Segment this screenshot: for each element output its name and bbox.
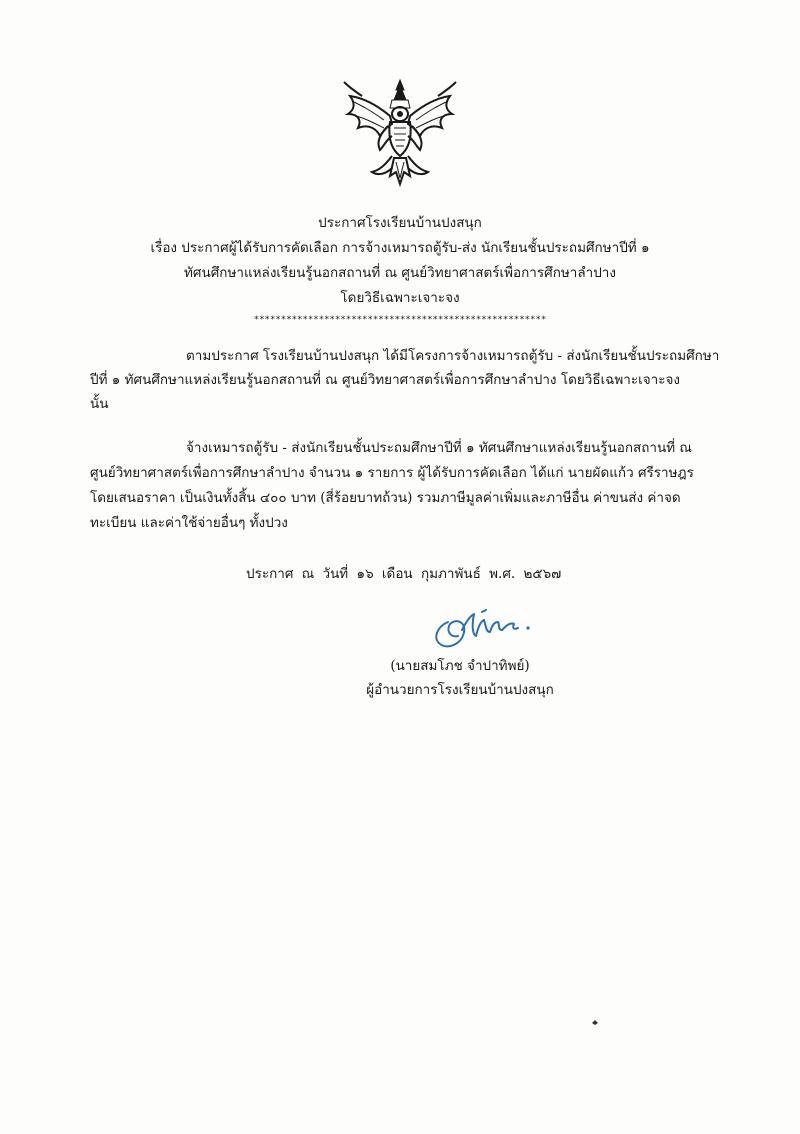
- announcement-title: ประกาศโรงเรียนบ้านปงสนุก: [318, 215, 482, 231]
- paragraph-1-line-1: ตามประกาศ โรงเรียนบ้านปงสนุก ได้มีโครงการจ้างเหมารถตู้รับ - ส่งนักเรียนชั้นประถมศึกษา: [186, 348, 720, 364]
- separator-line: ******************************************************: [253, 315, 547, 325]
- paragraph-2-line-2: ศูนย์วิทยาศาสตร์เพื่อการศึกษาลำปาง จำนวน ๑ รายการ ผู้ได้รับการคัดเลือก ได้แก่ นายผัดแก้ว ศรีราษฎร: [90, 465, 694, 481]
- paragraph-2-line-1: จ้างเหมารถตู้รับ - ส่งนักเรียนชั้นประถมศึกษาปีที่ ๑ ทัศนศึกษาแหล่งเรียนรู้นอกสถานที่ ณ: [186, 440, 692, 456]
- signatory-name: (นายสมโภช จำปาทิพย์): [390, 658, 530, 674]
- paragraph-2-line-4: ทะเบียน และค่าใช้จ่ายอื่นๆ ทั้งปวง: [90, 515, 288, 531]
- announcement-method: โดยวิธีเฉพาะเจาะจง: [340, 290, 460, 306]
- announcement-subject: เรื่อง ประกาศผู้ได้รับการคัดเลือก การจ้างเหมารถตู้รับ-ส่ง นักเรียนชั้นประถมศึกษาปีที่ ๑: [150, 240, 650, 256]
- handwritten-signature: [428, 604, 548, 654]
- scan-mark: [592, 1020, 598, 1025]
- announcement-subject-line2: ทัศนศึกษาแหล่งเรียนรู้นอกสถานที่ ณ ศูนย์วิทยาศาสตร์เพื่อการศึกษาลำปาง: [184, 265, 616, 281]
- announcement-date: ประกาศ ณ วันที่ ๑๖ เดือน กุมภาพันธ์ พ.ศ. ๒๕๖๗: [246, 566, 562, 582]
- paragraph-1-line-3: นั้น: [90, 396, 109, 412]
- signatory-position: ผู้อำนวยการโรงเรียนบ้านปงสนุก: [366, 682, 554, 698]
- paragraph-1-line-2: ปีที่ ๑ ทัศนศึกษาแหล่งเรียนรู้นอกสถานที่ ณ ศูนย์วิทยาศาสตร์เพื่อการศึกษาลำปาง โดยวิธีเฉพาะเจาะจง: [90, 372, 680, 388]
- garuda-emblem-icon: [340, 76, 460, 194]
- paragraph-2-line-3: โดยเสนอราคา เป็นเงินทั้งสิ้น ๔๐๐ บาท (สี่ร้อยบาทถ้วน) รวมภาษีมูลค่าเพิ่มและภาษีอื่น ค่าขนส่ง ค่าจด: [90, 490, 681, 506]
